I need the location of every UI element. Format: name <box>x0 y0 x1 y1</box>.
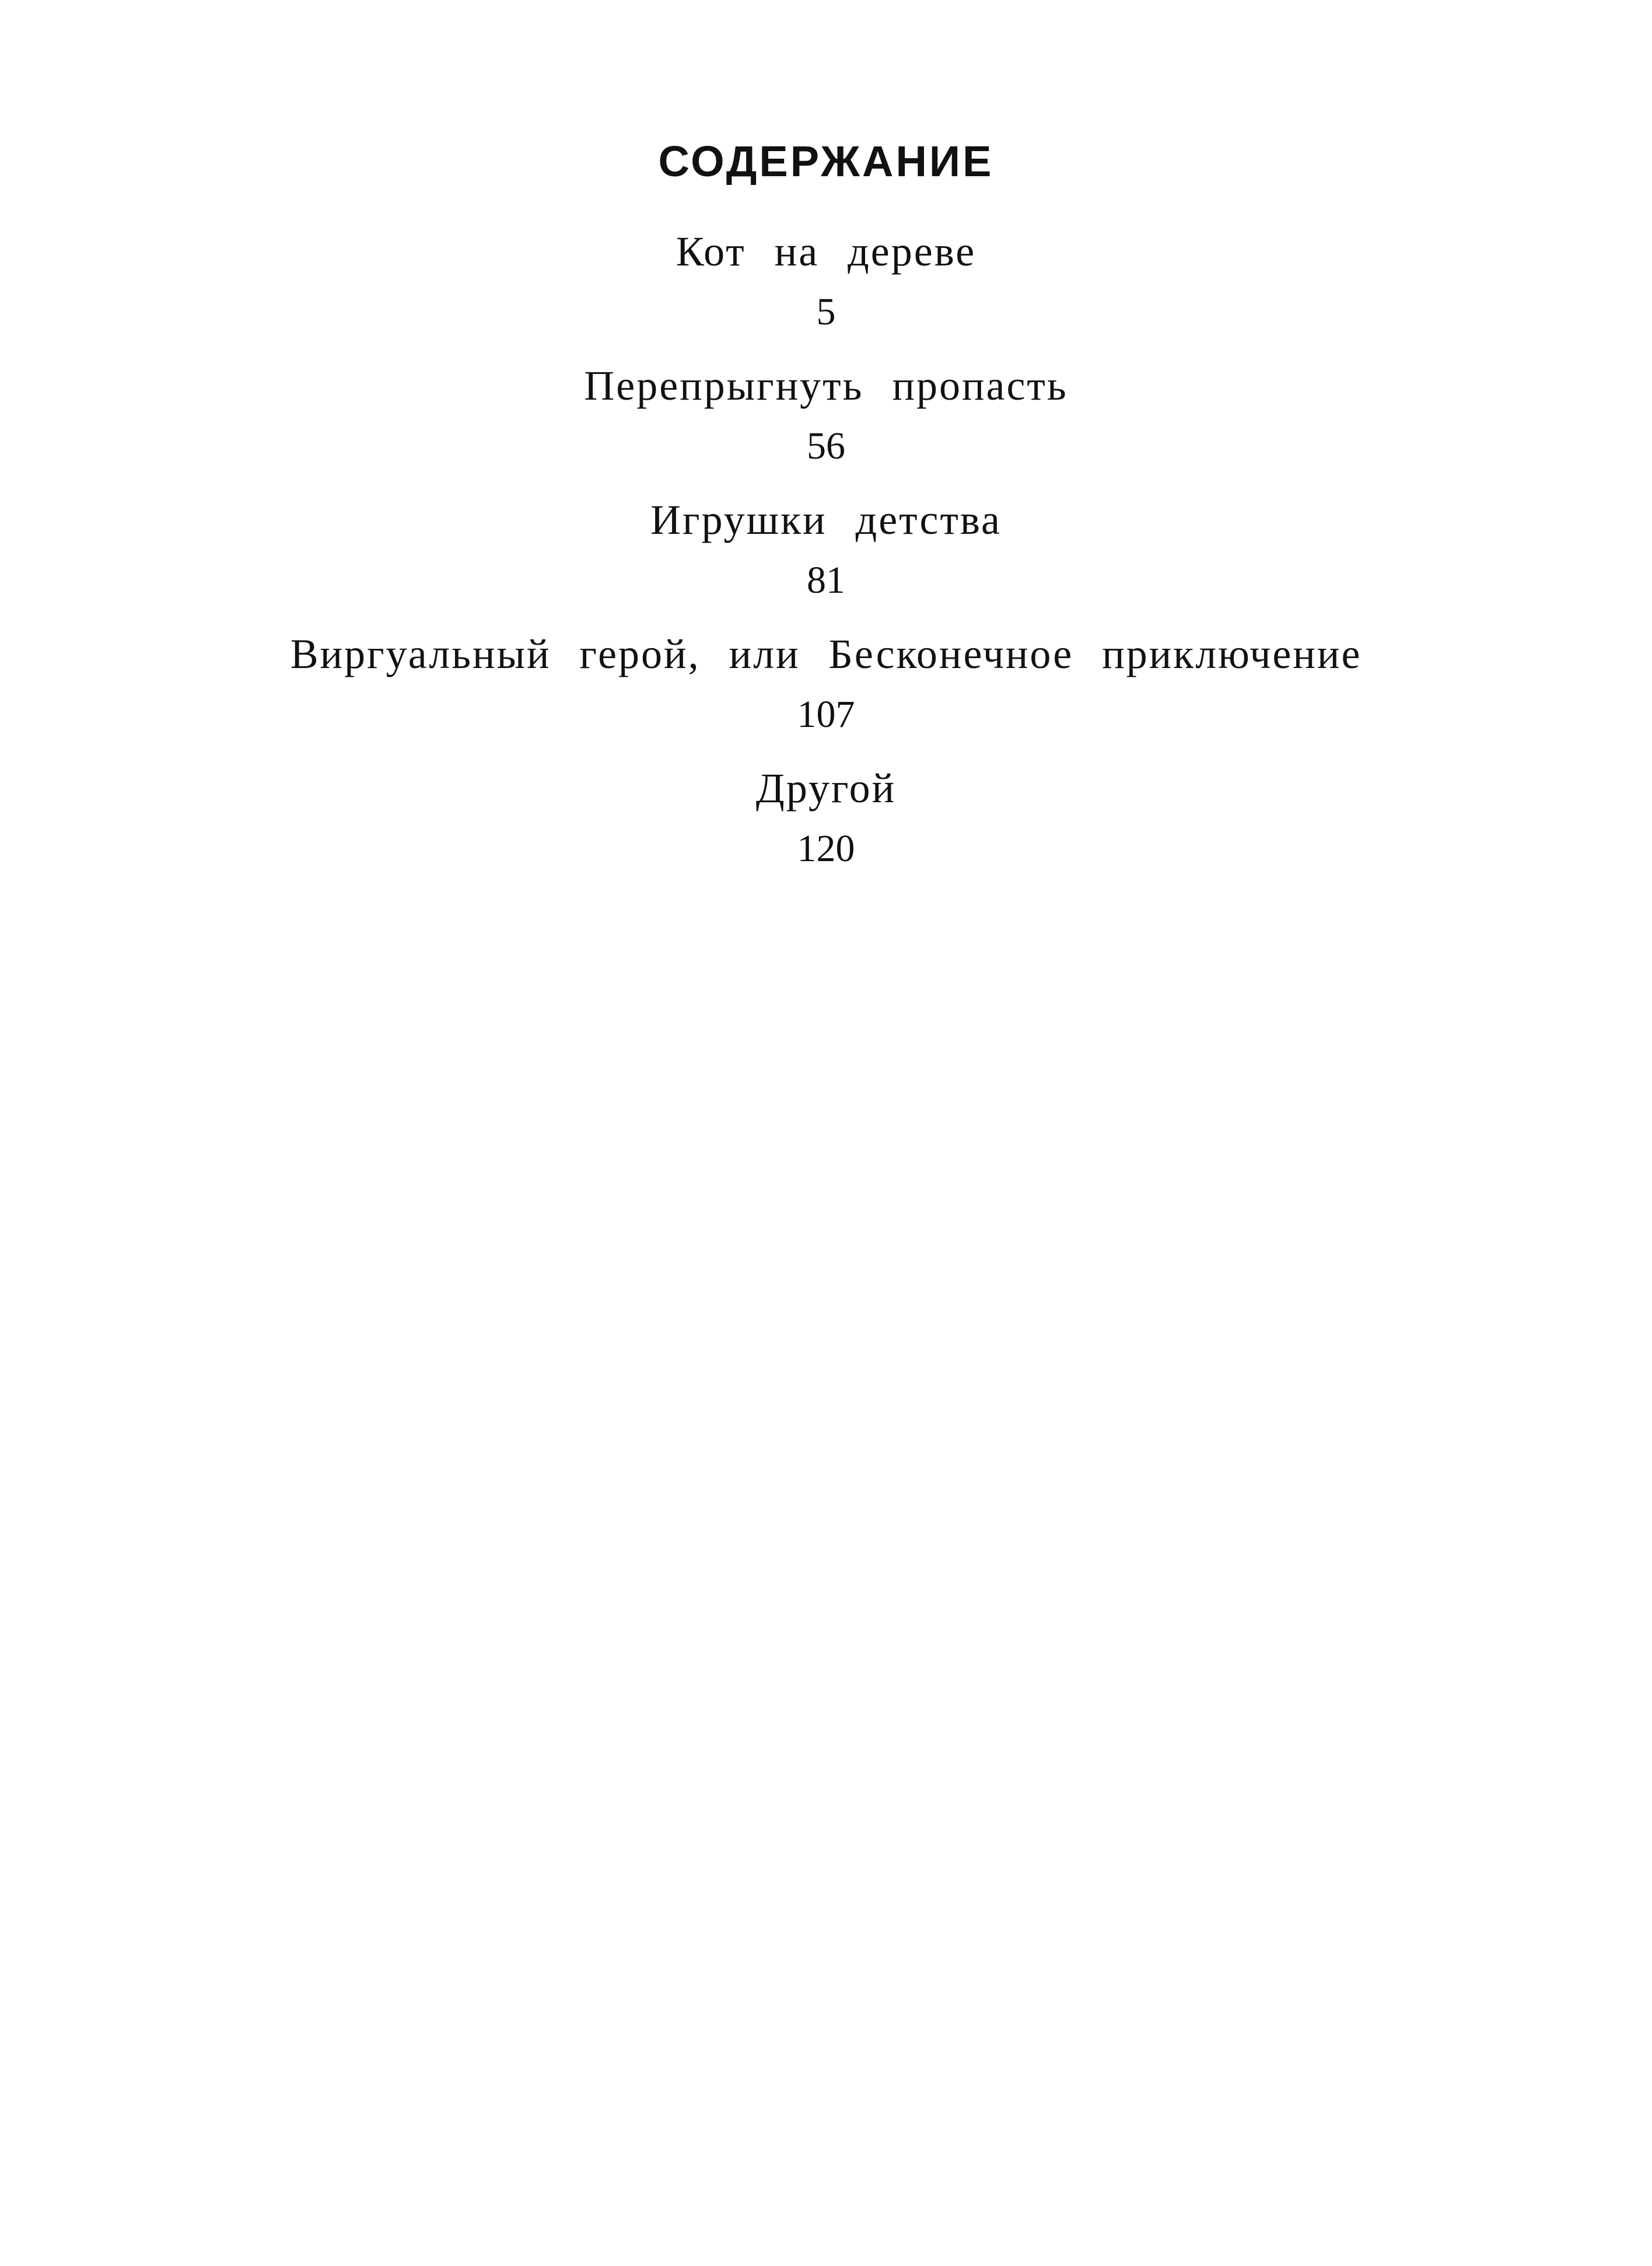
toc-heading: СОДЕРЖАНИЕ <box>658 137 994 186</box>
toc-entry-page-number: 120 <box>797 827 855 870</box>
toc-entry-title: Перепрыгнуть пропасть <box>584 362 1068 409</box>
toc-entry <box>0 356 1652 476</box>
toc-entry-title: Игрушки детства <box>650 496 1002 543</box>
toc-entry-page-number: 81 <box>807 559 845 602</box>
toc-entry-page-number: 107 <box>797 693 855 736</box>
table-of-contents <box>0 124 1652 893</box>
toc-entry <box>0 758 1652 879</box>
toc-entry-page-number: 5 <box>816 291 836 333</box>
toc-entry-title: Кот на дереве <box>676 228 977 275</box>
toc-entry-title: Другой <box>755 765 897 812</box>
toc-entry <box>0 624 1652 744</box>
toc-entry <box>0 222 1652 342</box>
toc-entry <box>0 490 1652 610</box>
toc-entry-page-number: 56 <box>807 425 845 467</box>
toc-entry-title: Виргуальный герой, или Бесконечное приключение <box>290 631 1362 677</box>
